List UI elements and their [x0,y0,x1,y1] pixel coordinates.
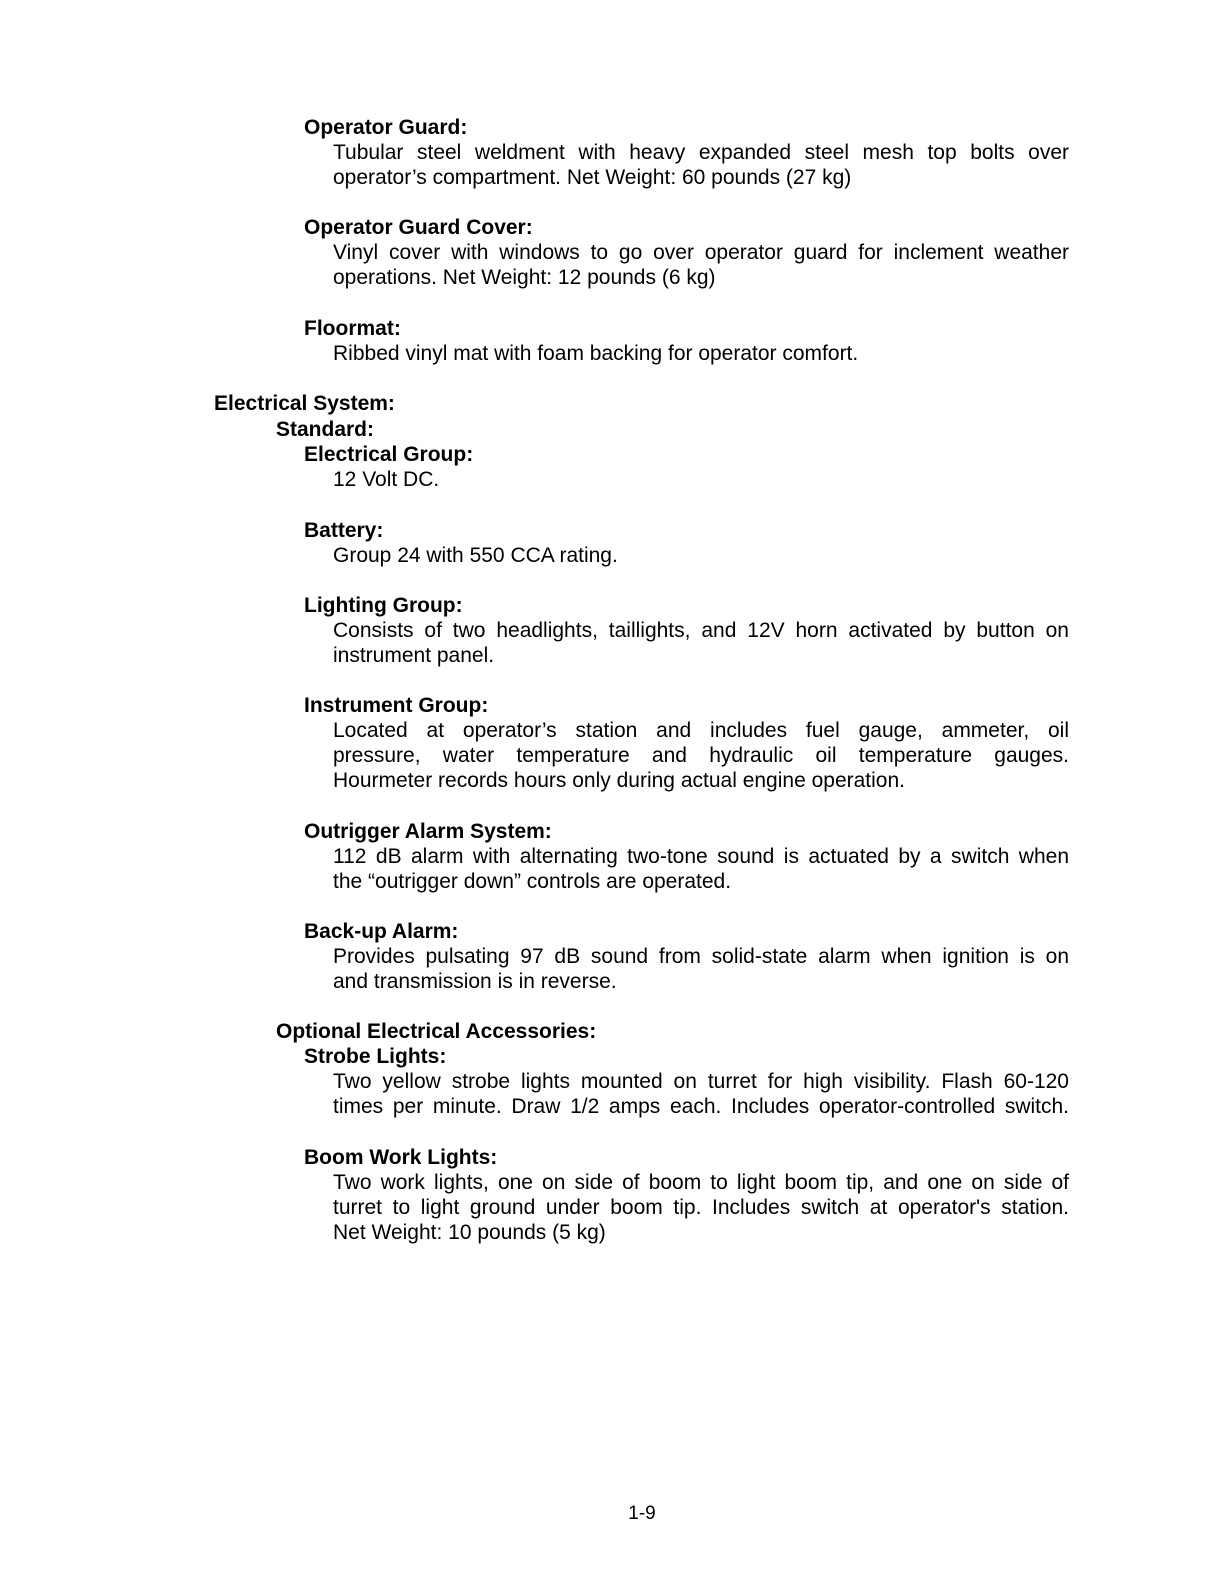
text-operator-guard-cover [333,240,1069,290]
heading-outrigger-alarm-system: Outrigger Alarm System: [304,820,552,843]
text-line: instrument panel. [333,644,495,667]
text-operator-guard [333,140,1069,190]
page-number: 1-9 [628,1503,656,1524]
text-line: Provides pulsating 97 dB sound from solid-state alarm when ignition is on [333,945,1069,968]
heading-optional-electrical-accessories: Optional Electrical Accessories: [276,1020,597,1043]
text-line: Tubular steel weldment with heavy expanded steel mesh top bolts over [333,141,1069,164]
heading-strobe-lights: Strobe Lights: [304,1045,447,1068]
text-instrument-group [333,718,1069,793]
text-line: Ribbed vinyl mat with foam backing for operator comfort. [333,342,859,365]
heading-electrical-system: Electrical System: [214,392,395,415]
text-electrical-group [333,467,1069,492]
text-boom-work-lights [333,1170,1069,1245]
heading-backup-alarm: Back-up Alarm: [304,920,459,943]
text-line: Located at operator’s station and includes fuel gauge, ammeter, oil [333,719,1069,742]
text-line: Consists of two headlights, taillights, and 12V horn activated by button on [333,619,1069,642]
text-outrigger-alarm-system [333,844,1069,894]
heading-instrument-group: Instrument Group: [304,694,489,717]
text-line: Vinyl cover with windows to go over operator guard for inclement weather [333,241,1069,264]
heading-operator-guard: Operator Guard: [304,116,468,139]
text-line: Group 24 with 550 CCA rating. [333,544,618,567]
text-floormat [333,341,1069,366]
heading-operator-guard-cover: Operator Guard Cover: [304,216,533,239]
text-line: turret to light ground under boom tip. Includes switch at operator's station. [333,1196,1069,1219]
text-line: operator’s compartment. Net Weight: 60 pounds (27 kg) [333,166,852,189]
text-lighting-group [333,618,1069,668]
text-line: pressure, water temperature and hydraulic oil temperature gauges. [333,744,1069,767]
heading-electrical-group: Electrical Group: [304,443,474,466]
text-strobe-lights [333,1069,1069,1119]
heading-lighting-group: Lighting Group: [304,594,463,617]
text-line: times per minute. Draw 1/2 amps each. Includes operator-controlled switch. [333,1095,1069,1118]
text-line: operations. Net Weight: 12 pounds (6 kg) [333,266,716,289]
text-line: Two work lights, one on side of boom to light boom tip, and one on side of [333,1171,1069,1194]
text-line: and transmission is in reverse. [333,970,617,993]
text-line: the “outrigger down” controls are operated. [333,870,732,893]
heading-standard: Standard: [276,418,375,441]
text-line: 12 Volt DC. [333,468,440,491]
text-backup-alarm [333,944,1069,994]
text-line: Hourmeter records hours only during actual engine operation. [333,769,905,792]
heading-battery: Battery: [304,519,384,542]
text-line: Net Weight: 10 pounds (5 kg) [333,1221,606,1244]
heading-boom-work-lights: Boom Work Lights: [304,1146,498,1169]
text-line: Two yellow strobe lights mounted on turret for high visibility. Flash 60-120 [333,1070,1069,1093]
text-battery [333,543,1069,568]
heading-floormat: Floormat: [304,317,401,340]
text-line: 112 dB alarm with alternating two-tone sound is actuated by a switch when [333,845,1069,868]
